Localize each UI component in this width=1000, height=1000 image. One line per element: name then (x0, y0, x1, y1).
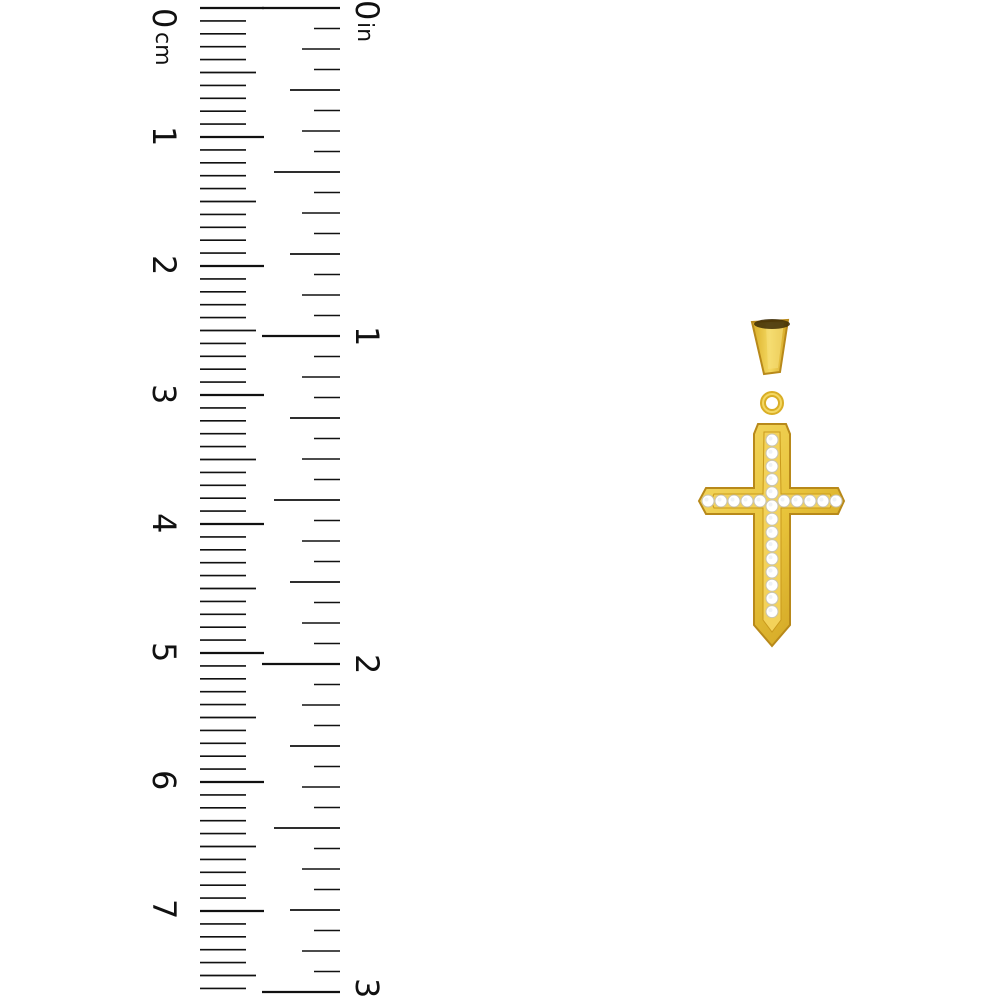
gemstone (766, 606, 778, 618)
cm-label-6: 6 (145, 770, 183, 791)
gemstone-highlight (769, 542, 773, 546)
gemstone (778, 495, 790, 507)
in-label-2: 2 (348, 654, 386, 675)
in-label-1: 1 (348, 326, 386, 347)
gemstone (702, 495, 714, 507)
cm-label-2: 2 (145, 255, 183, 276)
cm-label-1: 1 (145, 126, 183, 147)
gemstone-highlight (769, 595, 773, 599)
in-unit-label: in (352, 22, 377, 43)
cm-label-3: 3 (145, 384, 183, 405)
gemstone (754, 495, 766, 507)
gemstone-highlight (769, 476, 773, 480)
gemstone-highlight (769, 529, 773, 533)
gemstone (791, 495, 803, 507)
gemstone (766, 500, 778, 512)
gemstone (766, 526, 778, 538)
gemstone (766, 474, 778, 486)
gemstone (766, 434, 778, 446)
cm-unit-label: cm (150, 32, 175, 66)
measuring-ruler (0, 0, 400, 1000)
gemstone-highlight (769, 569, 773, 573)
gemstone (766, 487, 778, 499)
gemstone (817, 495, 829, 507)
gemstone (728, 495, 740, 507)
gemstone (741, 495, 753, 507)
cm-scale-ticks (200, 8, 264, 988)
gemstone-highlight (757, 498, 761, 502)
gemstone (766, 447, 778, 459)
gemstone (766, 566, 778, 578)
gemstone (766, 460, 778, 472)
gemstone-highlight (781, 498, 785, 502)
gemstone-highlight (718, 498, 722, 502)
gemstone (830, 495, 842, 507)
inch-scale-ticks (262, 8, 340, 992)
gemstone-highlight (769, 450, 773, 454)
gemstone (766, 513, 778, 525)
gemstone-highlight (807, 498, 811, 502)
gemstone-highlight (820, 498, 824, 502)
gemstone-highlight (769, 516, 773, 520)
gemstone-highlight (769, 555, 773, 559)
gemstone-highlight (769, 463, 773, 467)
cm-label-4: 4 (145, 513, 183, 534)
cm-label-0: 0 (145, 8, 183, 29)
gemstone-highlight (731, 498, 735, 502)
gemstone-highlight (769, 437, 773, 441)
gemstone-highlight (769, 489, 773, 493)
gemstone (766, 553, 778, 565)
cm-label-5: 5 (145, 642, 183, 663)
gemstone-highlight (744, 498, 748, 502)
cm-label-7: 7 (145, 899, 183, 920)
gemstone-highlight (769, 608, 773, 612)
gemstone-highlight (769, 582, 773, 586)
gemstone-highlight (769, 503, 773, 507)
cross-pendant-icon (680, 310, 860, 650)
in-label-3: 3 (348, 978, 386, 999)
gemstone (715, 495, 727, 507)
gemstone-highlight (794, 498, 798, 502)
gemstone-highlight (705, 498, 709, 502)
gemstone (766, 540, 778, 552)
gemstone (804, 495, 816, 507)
gemstone-highlight (833, 498, 837, 502)
gemstone (766, 579, 778, 591)
gemstone (766, 592, 778, 604)
in-label-0: 0 (348, 0, 386, 21)
